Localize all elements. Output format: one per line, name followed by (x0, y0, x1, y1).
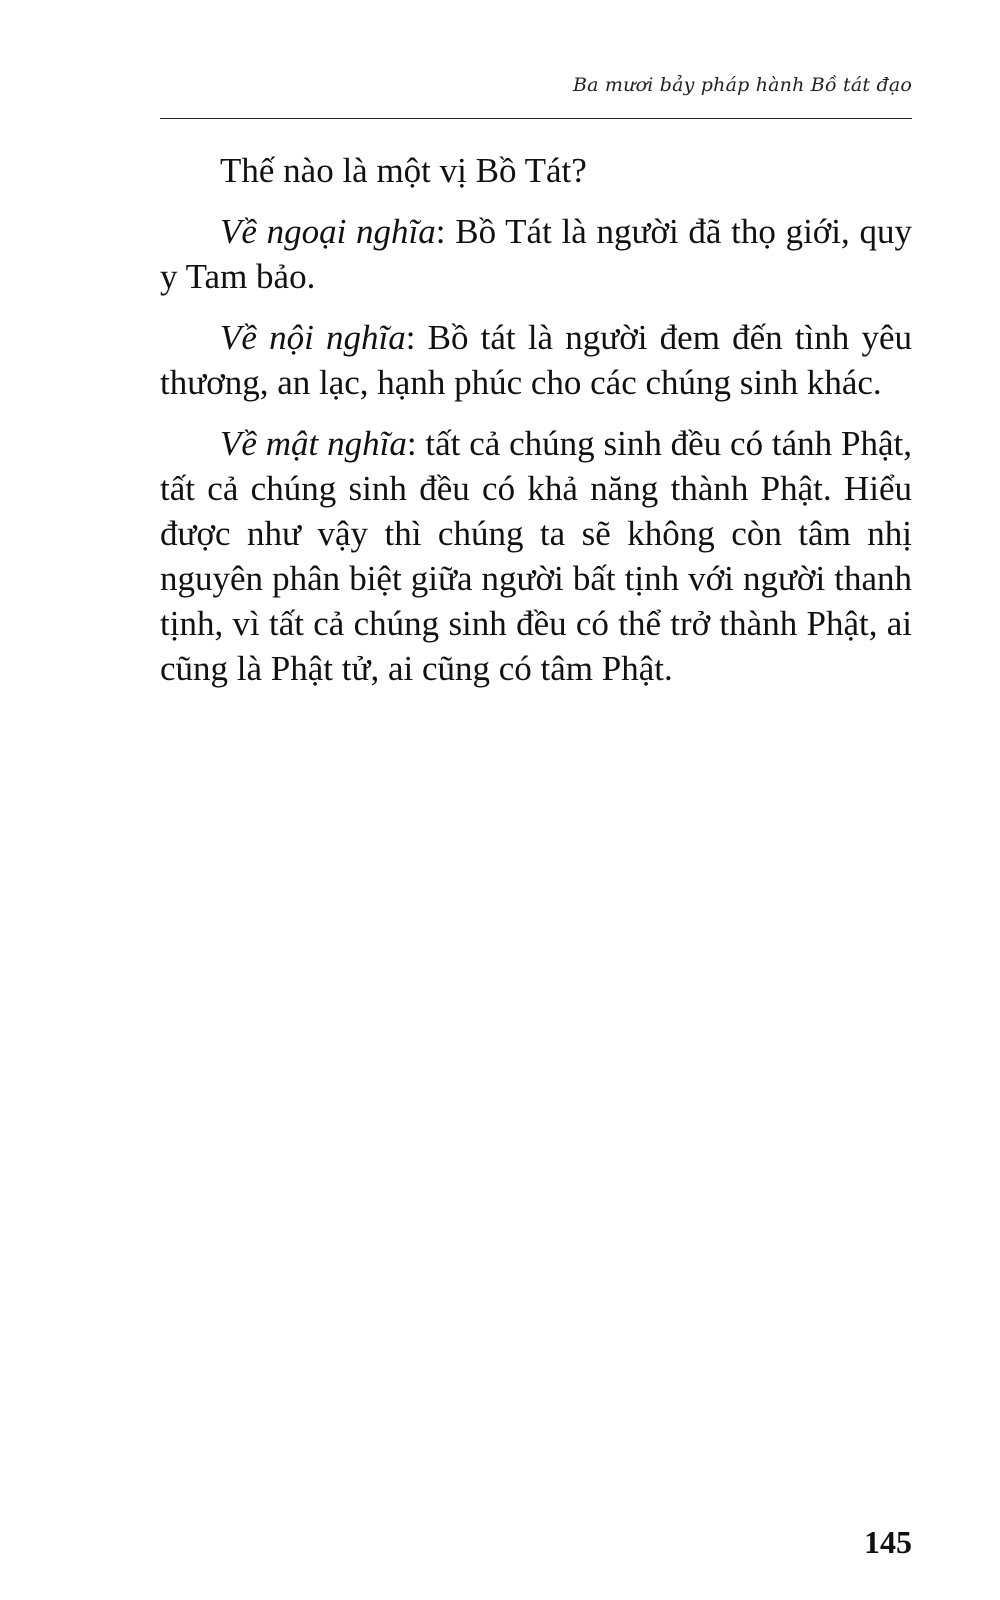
paragraph-text: : Bồ Tát là người đã thọ giới, quy y Tam bảo. (160, 212, 912, 296)
paragraph-secret-meaning (160, 421, 912, 691)
running-header-title: Ba mươi bảy pháp hành Bồ tát đạo (572, 74, 912, 96)
term-secret-meaning: Về mật nghĩa (220, 424, 407, 463)
paragraph-text: : tất cả chúng sinh đều có tánh Phật, tất cả chúng sinh đều có khả năng thành Phật. Hiểu được như vậy thì chúng ta sẽ không còn tâm nhị nguyên phân biệt giữa người bất tịnh với người thanh tịnh, vì tất cả chúng sinh đều có thể trở thành Phật, ai cũng là Phật tử, ai cũng có tâm Phật. (160, 424, 912, 688)
page-number: 145 (864, 1524, 912, 1560)
paragraph-text: Thế nào là một vị Bồ Tát? (220, 151, 587, 190)
paragraph-question (160, 148, 912, 193)
page-body (160, 148, 912, 707)
paragraph-outer-meaning (160, 209, 912, 299)
paragraph-inner-meaning (160, 315, 912, 405)
header-divider (160, 118, 912, 119)
term-inner-meaning: Về nội nghĩa (220, 318, 406, 357)
term-outer-meaning: Về ngoại nghĩa (220, 212, 436, 251)
paragraph-text: : Bồ tát là người đem đến tình yêu thương, an lạc, hạnh phúc cho các chúng sinh khác. (160, 318, 912, 402)
